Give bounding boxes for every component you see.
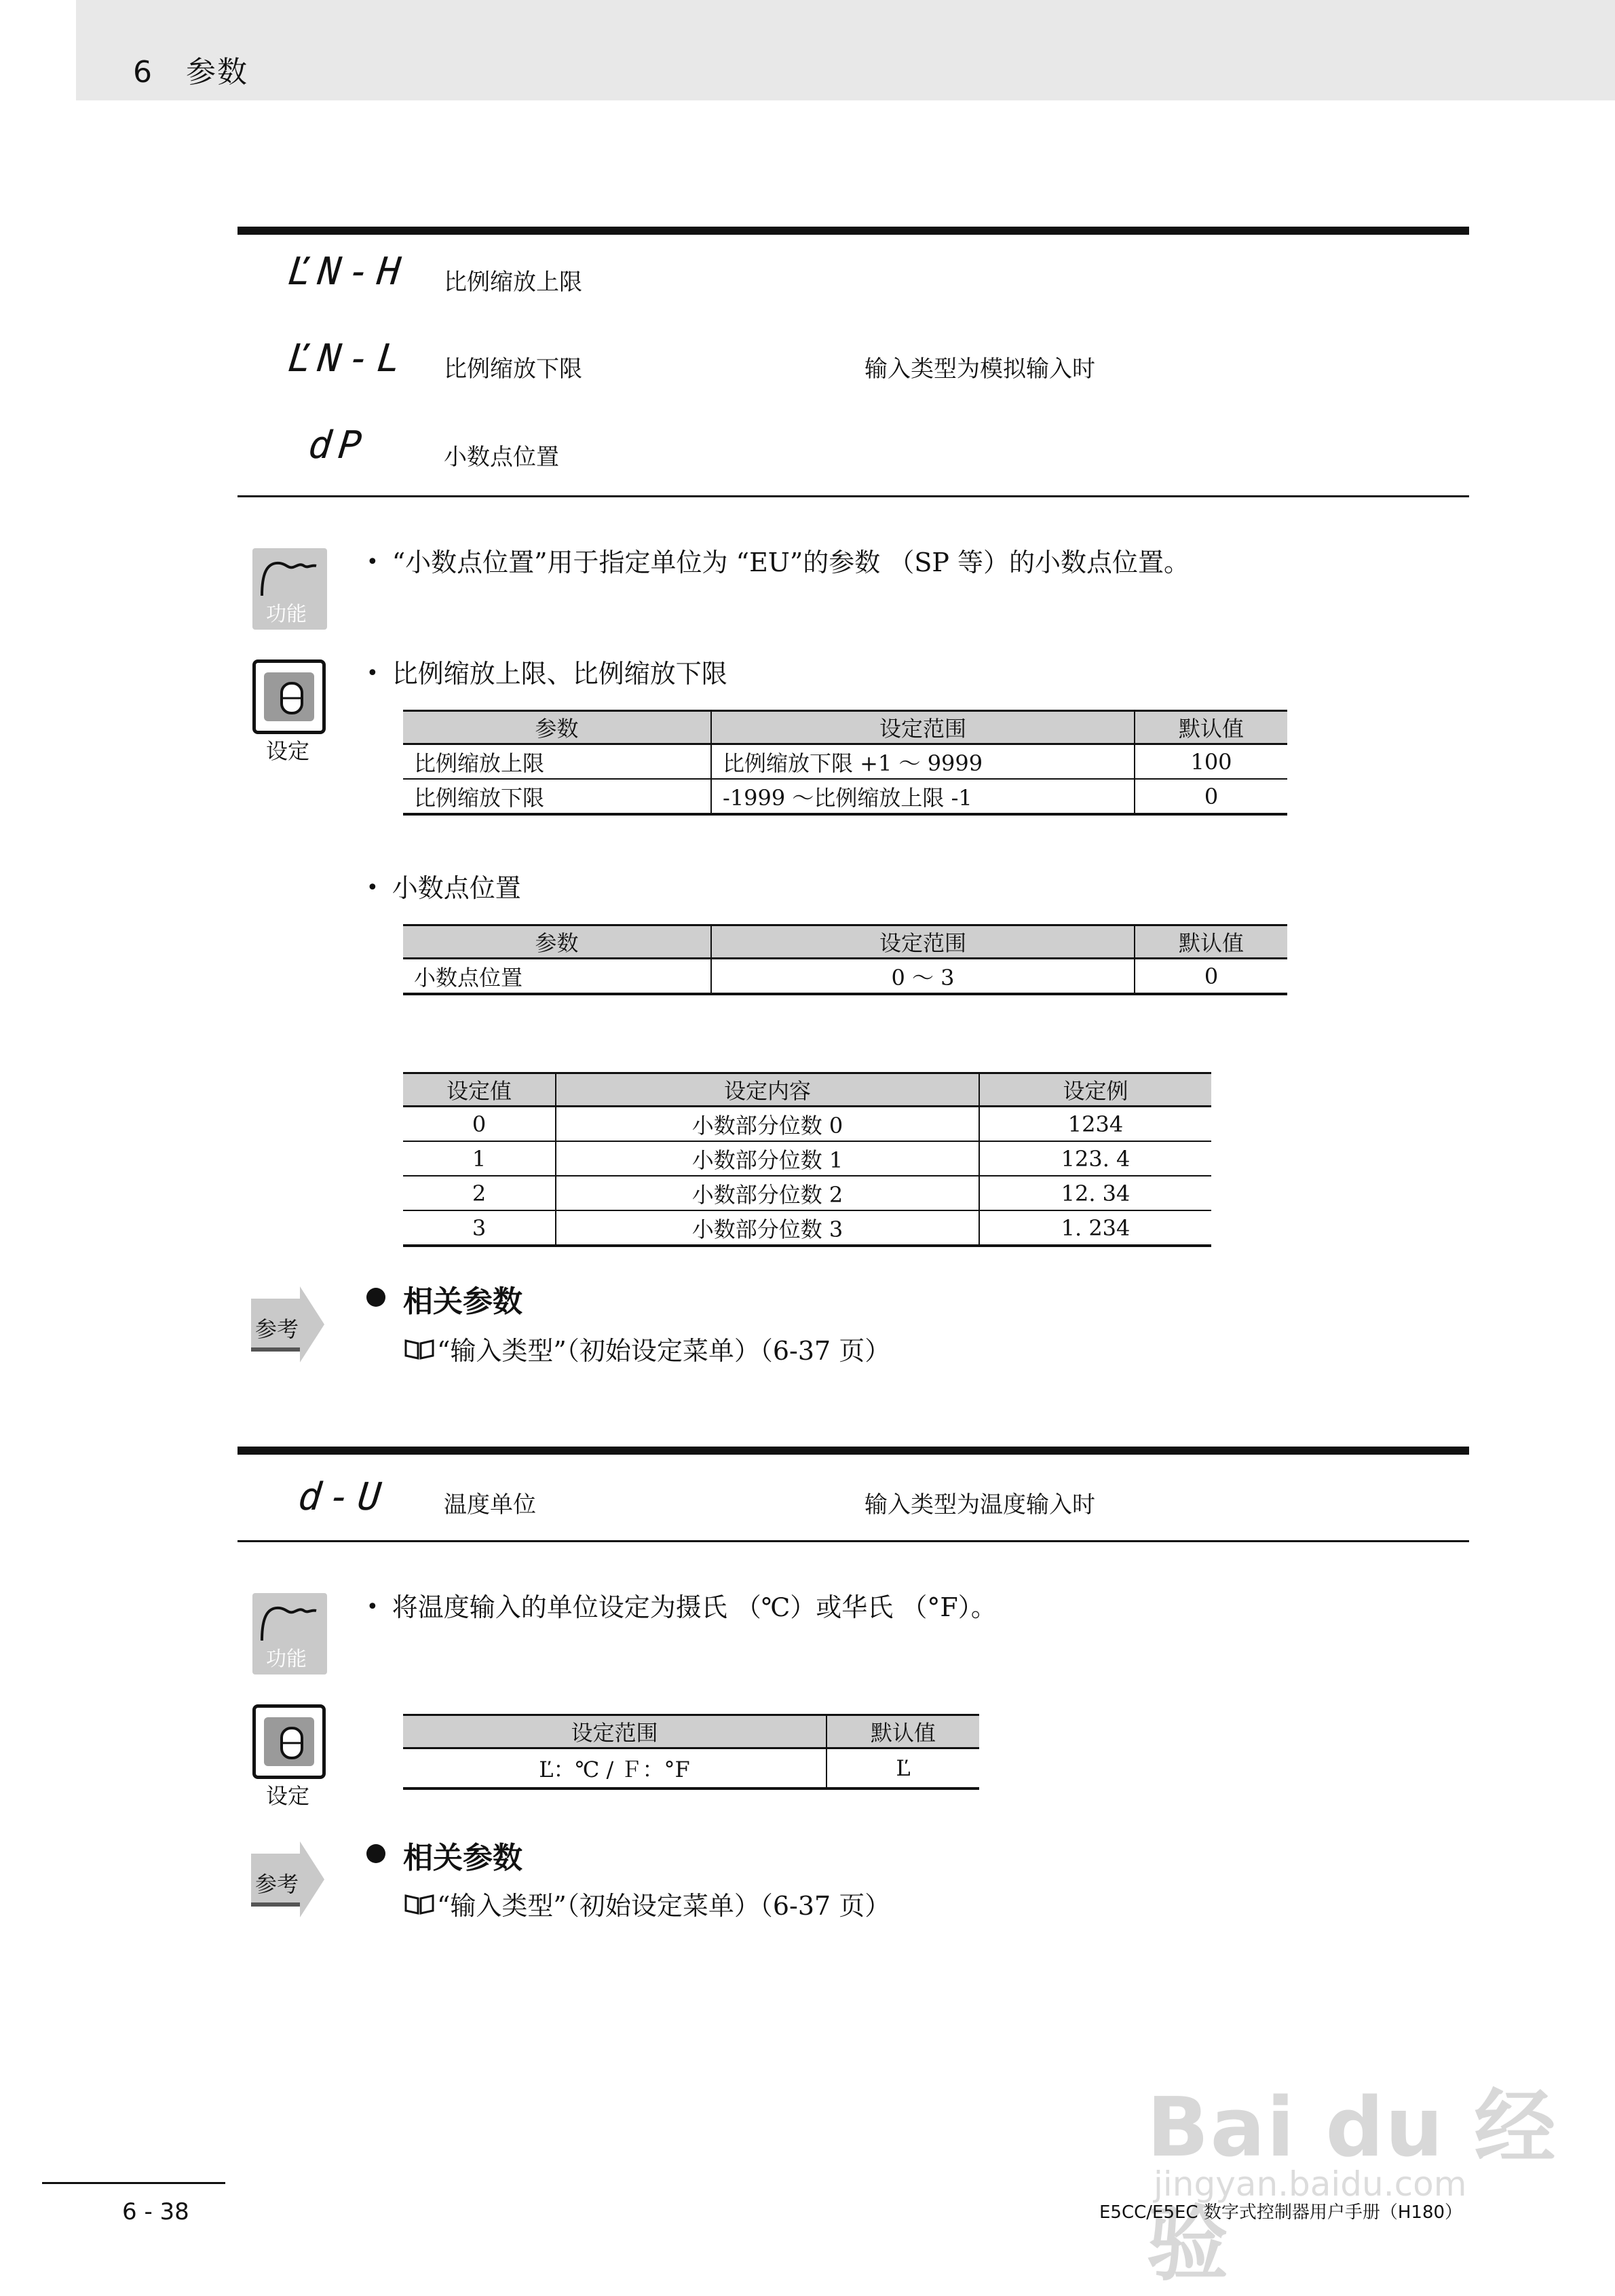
setting-icon-label: 设定 bbox=[266, 738, 310, 764]
function-icon bbox=[252, 548, 327, 630]
curve-icon bbox=[252, 548, 327, 602]
finger-press-icon bbox=[272, 678, 313, 719]
table-cell: 比例缩放下限 bbox=[403, 779, 711, 814]
table-row bbox=[403, 959, 1287, 995]
function-icon bbox=[252, 1593, 327, 1675]
table-header: 设定值 bbox=[403, 1073, 556, 1107]
section2-top-rule bbox=[238, 1447, 1469, 1455]
table-cell: 比例缩放上限 bbox=[403, 744, 711, 780]
param-code-scaling-upper: ĽN-H bbox=[286, 250, 410, 294]
table-cell: 小数部分位数 0 bbox=[556, 1107, 979, 1142]
param-code-decimal-point: dP bbox=[306, 423, 370, 467]
chapter-title: 参数 bbox=[186, 55, 248, 90]
table-cell: Ľ：℃ / Ｆ：°F bbox=[403, 1748, 826, 1789]
table-cell: 小数部分位数 2 bbox=[556, 1176, 979, 1210]
chapter-header-band bbox=[76, 0, 1615, 100]
function-icon-label: 功能 bbox=[266, 1647, 307, 1671]
table-cell: 0 bbox=[1135, 779, 1287, 814]
baidu-watermark-url: jingyan.baidu.com bbox=[1154, 2164, 1467, 2204]
function-description: • “小数点位置”用于指定单位为 “EU”的参数 （SP 等）的小数点位置。 bbox=[366, 541, 1190, 579]
decimal-setting-table bbox=[403, 1072, 1211, 1247]
table-cell: 0 bbox=[403, 1107, 556, 1142]
table-cell: 100 bbox=[1135, 744, 1287, 780]
page-number: 6 - 38 bbox=[122, 2198, 189, 2225]
table-header: 设定范围 bbox=[711, 925, 1135, 959]
table-cell: 1. 234 bbox=[979, 1210, 1211, 1246]
scaling-table bbox=[403, 710, 1287, 816]
table-row bbox=[403, 779, 1287, 814]
table-row bbox=[403, 1210, 1211, 1246]
table-cell: 0 ～ 3 bbox=[711, 959, 1135, 995]
table-cell: 0 bbox=[1135, 959, 1287, 995]
table-cell: 3 bbox=[403, 1210, 556, 1246]
section2-condition: 输入类型为温度输入时 bbox=[864, 1491, 1095, 1518]
footer-rule bbox=[42, 2182, 225, 2184]
table-cell: 比例缩放下限 +1 ～ 9999 bbox=[711, 744, 1135, 780]
table-cell: 1 bbox=[403, 1141, 556, 1176]
table-cell: 1234 bbox=[979, 1107, 1211, 1142]
table-header: 设定内容 bbox=[556, 1073, 979, 1107]
section1-top-rule bbox=[238, 227, 1469, 235]
manual-title: E5CC/E5EC 数字式控制器用户手册（H180） bbox=[1099, 2202, 1463, 2223]
chapter-number: 6 bbox=[133, 55, 153, 90]
temperature-unit-table bbox=[403, 1714, 979, 1790]
table-row bbox=[403, 744, 1287, 780]
table-header: 设定范围 bbox=[403, 1715, 826, 1748]
table-header: 设定范围 bbox=[711, 711, 1135, 744]
table-header: 默认值 bbox=[1135, 925, 1287, 959]
param-name-scaling-upper: 比例缩放上限 bbox=[444, 269, 582, 296]
related-param-reference[interactable]: “输入类型”（初始设定菜单）（6-37 页） bbox=[437, 1891, 891, 1921]
param-code-scaling-lower: ĽN-L bbox=[286, 337, 410, 381]
section1-condition: 输入类型为模拟输入时 bbox=[864, 356, 1095, 383]
setting-icon-label: 设定 bbox=[266, 1783, 310, 1809]
baidu-watermark: Bai du 经验 bbox=[1147, 2081, 1557, 2292]
param-name-temperature-unit: 温度单位 bbox=[444, 1491, 536, 1518]
book-icon bbox=[403, 1892, 436, 1916]
table-header: 默认值 bbox=[826, 1715, 979, 1748]
curve-icon bbox=[252, 1593, 327, 1647]
table-cell: Ľ bbox=[826, 1748, 979, 1789]
table-cell: 2 bbox=[403, 1176, 556, 1210]
book-icon bbox=[403, 1337, 436, 1361]
decimal-point-heading: • 小数点位置 bbox=[366, 867, 521, 904]
section2-bottom-rule bbox=[238, 1540, 1469, 1542]
table-cell: -1999 ～比例缩放上限 -1 bbox=[711, 779, 1135, 814]
related-param-reference[interactable]: “输入类型”（初始设定菜单）（6-37 页） bbox=[437, 1336, 891, 1366]
table-row bbox=[403, 1748, 979, 1789]
setting-icon bbox=[252, 659, 326, 734]
param-code-temperature-unit: d-U bbox=[296, 1475, 390, 1519]
related-params-title: 相关参数 bbox=[403, 1284, 522, 1319]
table-cell: 小数部分位数 3 bbox=[556, 1210, 979, 1246]
table-cell: 小数点位置 bbox=[403, 959, 711, 995]
table-cell: 小数部分位数 1 bbox=[556, 1141, 979, 1176]
reference-icon-label: 参考 bbox=[255, 1871, 299, 1897]
bullet-dot bbox=[366, 1288, 385, 1307]
table-header: 参数 bbox=[403, 925, 711, 959]
chapter-header bbox=[133, 47, 248, 91]
bullet-dot bbox=[366, 1844, 385, 1863]
table-row bbox=[403, 1176, 1211, 1210]
table-cell: 123. 4 bbox=[979, 1141, 1211, 1176]
param-name-scaling-lower: 比例缩放下限 bbox=[444, 356, 582, 383]
table-header: 设定例 bbox=[979, 1073, 1211, 1107]
table-header: 默认值 bbox=[1135, 711, 1287, 744]
table-row bbox=[403, 1141, 1211, 1176]
function-description: • 将温度输入的单位设定为摄氏 （℃）或华氏 （°F）。 bbox=[366, 1586, 997, 1624]
table-header: 参数 bbox=[403, 711, 711, 744]
decimal-point-table bbox=[403, 924, 1287, 995]
section1-bottom-rule bbox=[238, 495, 1469, 497]
param-name-decimal-point: 小数点位置 bbox=[444, 444, 559, 471]
finger-press-icon bbox=[272, 1723, 313, 1763]
table-row bbox=[403, 1107, 1211, 1142]
reference-icon-label: 参考 bbox=[255, 1316, 299, 1342]
related-params-title: 相关参数 bbox=[403, 1841, 522, 1875]
function-icon-label: 功能 bbox=[266, 602, 307, 626]
setting-icon bbox=[252, 1704, 326, 1779]
table-cell: 12. 34 bbox=[979, 1176, 1211, 1210]
scaling-heading: • 比例缩放上限、比例缩放下限 bbox=[366, 653, 727, 690]
